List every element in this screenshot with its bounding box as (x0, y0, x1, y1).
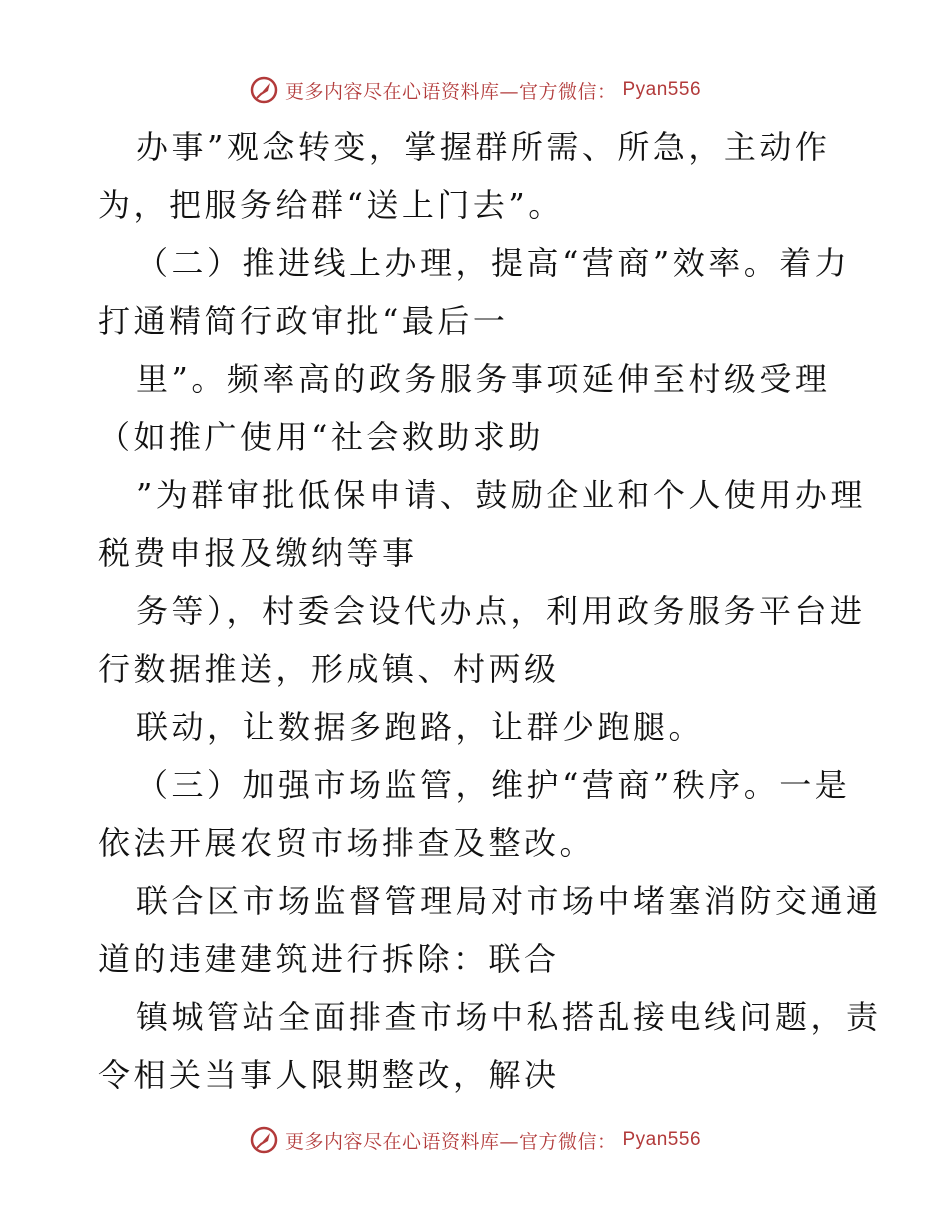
text-line: 联合区市场监督管理局对市场中堵塞消防交通通 (136, 882, 882, 920)
text-line: 办事”观念转变，掌握群所需、所急，主动作 (136, 128, 831, 166)
header-watermark (0, 70, 950, 110)
text-line: 税费申报及缴纳等事 (98, 534, 418, 572)
document-body (98, 118, 882, 1104)
watermark-text: 更多内容尽在心语资料库—官方微信： (284, 1130, 617, 1153)
text-line: （二）推进线上办理，提高“营商”效率。着力 (136, 244, 851, 282)
text-line: 打通精简行政审批“最后一 (98, 302, 509, 340)
text-line: 联动，让数据多跑路，让群少跑腿。 (136, 708, 705, 746)
watermark-text: 更多内容尽在心语资料库—官方微信： (284, 80, 617, 103)
text-line: 依法开展农贸市场排查及整改。 (98, 824, 596, 862)
text-line: （如推广使用“社会救助求助 (98, 418, 544, 456)
text-line: 道的违建建筑进行拆除：联合 (98, 940, 560, 978)
text-line: 镇城管站全面排查市场中私搭乱接电线问题，责 (136, 998, 882, 1036)
text-line: （三）加强市场监管，维护“营商”秩序。一是 (136, 766, 851, 804)
feather-circle-icon (249, 1125, 279, 1155)
text-line: 里”。频率高的政务服务事项延伸至村级受理 (136, 360, 831, 398)
footer-watermark (0, 1120, 950, 1160)
feather-circle-icon (249, 75, 279, 105)
text-line: 务等），村委会设代办点，利用政务服务平台进 (136, 592, 866, 630)
text-line: 为，把服务给群“送上门去”。 (98, 186, 564, 224)
text-line: 令相关当事人限期整改，解决 (98, 1056, 560, 1094)
watermark-id: Pyan556 (622, 79, 702, 100)
text-line: ”为群审批低保申请、鼓励企业和个人使用办理 (136, 476, 866, 514)
text-line: 行数据推送，形成镇、村两级 (98, 650, 560, 688)
watermark-id: Pyan556 (622, 1129, 702, 1150)
